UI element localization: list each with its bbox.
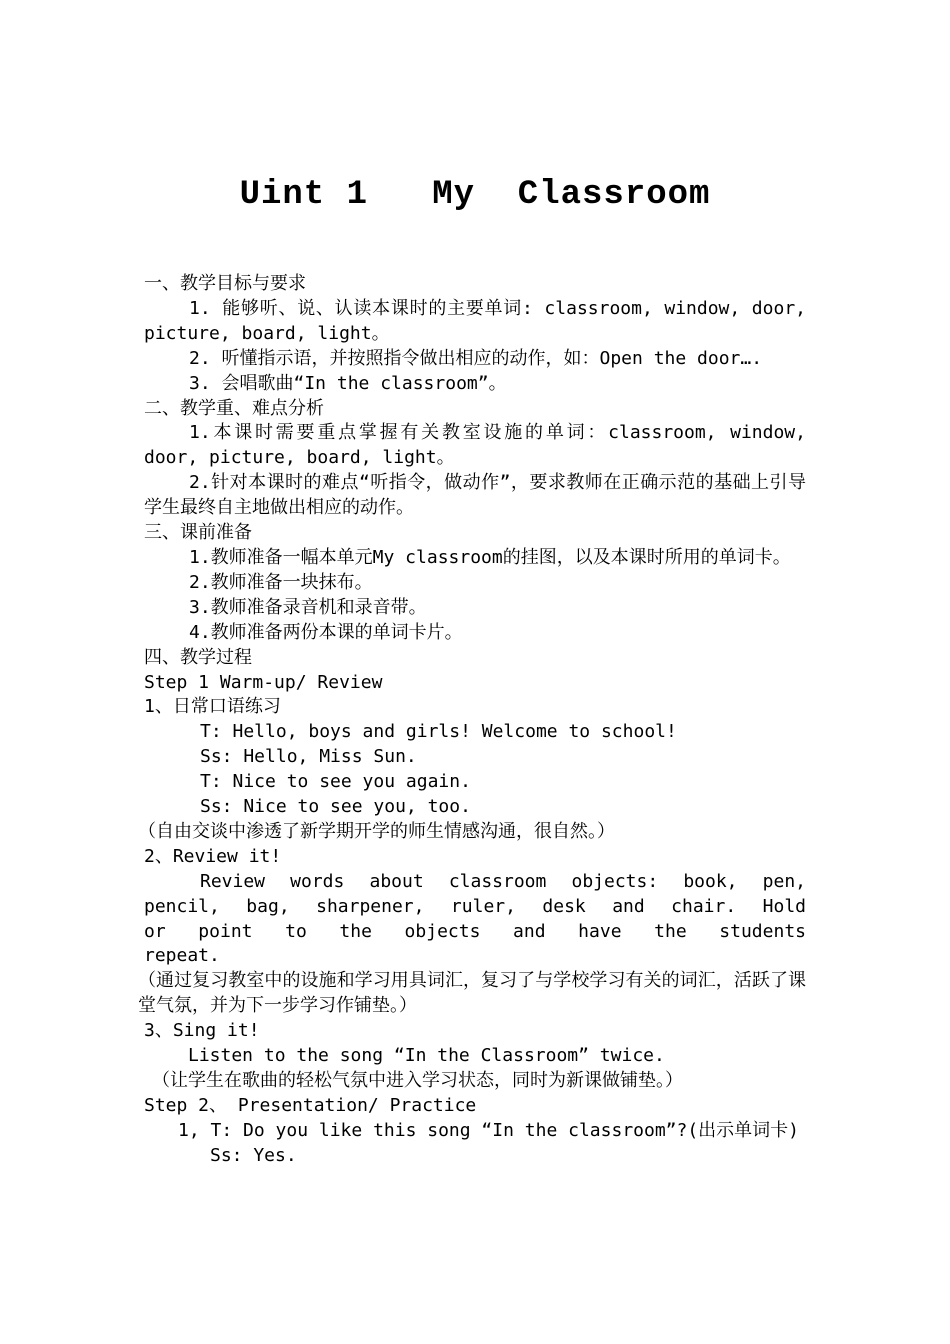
step-heading: Step 1 Warm-up/ Review bbox=[144, 671, 383, 693]
section-heading: 三、课前准备 bbox=[144, 522, 252, 544]
dialogue-line: 1, T: Do you like this song “In the classroom”?(出示单词卡) bbox=[178, 1119, 800, 1141]
paragraph: Review words about classroom objects: book, pen, pencil, bag, sharpener, ruler, desk and chair. Hold or point to the objects and have the students repeat. bbox=[144, 870, 806, 967]
paragraph: 3. 会唱歌曲“In the classroom”。 bbox=[189, 372, 507, 394]
note: （自由交谈中渗透了新学期开学的师生情感沟通，很自然。） bbox=[138, 820, 615, 842]
note: （通过复习教室中的设施和学习用具词汇，复习了与学校学习有关的词汇，活跃了课堂气氛，并为下一步学习作铺垫。） bbox=[138, 970, 806, 1017]
paragraph: Listen to the song “In the Classroom” twice. bbox=[188, 1045, 665, 1067]
dialogue-line: Ss: Hello, Miss Sun. bbox=[200, 746, 417, 768]
document-body bbox=[138, 272, 806, 1169]
paragraph: 1. 能够听、说、认读本课时的主要单词: classroom, window, door, picture, board, light。 bbox=[144, 297, 806, 344]
paragraph: 4.教师准备两份本课的单词卡片。 bbox=[189, 621, 463, 643]
paragraph: 3.教师准备录音机和录音带。 bbox=[189, 596, 427, 618]
paragraph: 1.本课时需要重点掌握有关教室设施的单词：classroom, window, door, picture, board, light。 bbox=[144, 422, 806, 469]
dialogue-line: Ss: Nice to see you, too. bbox=[200, 796, 471, 818]
subsection-heading: 3、Sing it! bbox=[144, 1020, 260, 1042]
step-heading: Step 2、 Presentation/ Practice bbox=[144, 1094, 477, 1116]
note: （让学生在歌曲的轻松气氛中进入学习状态，同时为新课做铺垫。） bbox=[152, 1070, 683, 1091]
subsection-heading: 1、日常口语练习 bbox=[144, 696, 281, 718]
page-title: Uint 1 My Classroom bbox=[239, 176, 711, 214]
section-heading: 二、教学重、难点分析 bbox=[144, 397, 324, 419]
dialogue-line: T: Nice to see you again. bbox=[200, 771, 471, 793]
subsection-heading: 2、Review it! bbox=[144, 845, 282, 867]
section-heading: 一、教学目标与要求 bbox=[144, 273, 306, 294]
dialogue-line: T: Hello, boys and girls! Welcome to school! bbox=[200, 721, 677, 743]
paragraph: 2.针对本课时的难点“听指令，做动作”，要求教师在正确示范的基础上引导学生最终自主地做出相应的动作。 bbox=[144, 472, 806, 519]
section-heading: 四、教学过程 bbox=[144, 646, 252, 668]
paragraph: 2. 听懂指示语，并按照指令做出相应的动作，如：Open the door…. bbox=[189, 347, 763, 369]
dialogue-line: Ss: Yes. bbox=[210, 1144, 297, 1166]
paragraph: 2.教师准备一块抹布。 bbox=[189, 571, 373, 593]
paragraph: 1.教师准备一幅本单元My classroom的挂图，以及本课时所用的单词卡。 bbox=[189, 546, 791, 568]
